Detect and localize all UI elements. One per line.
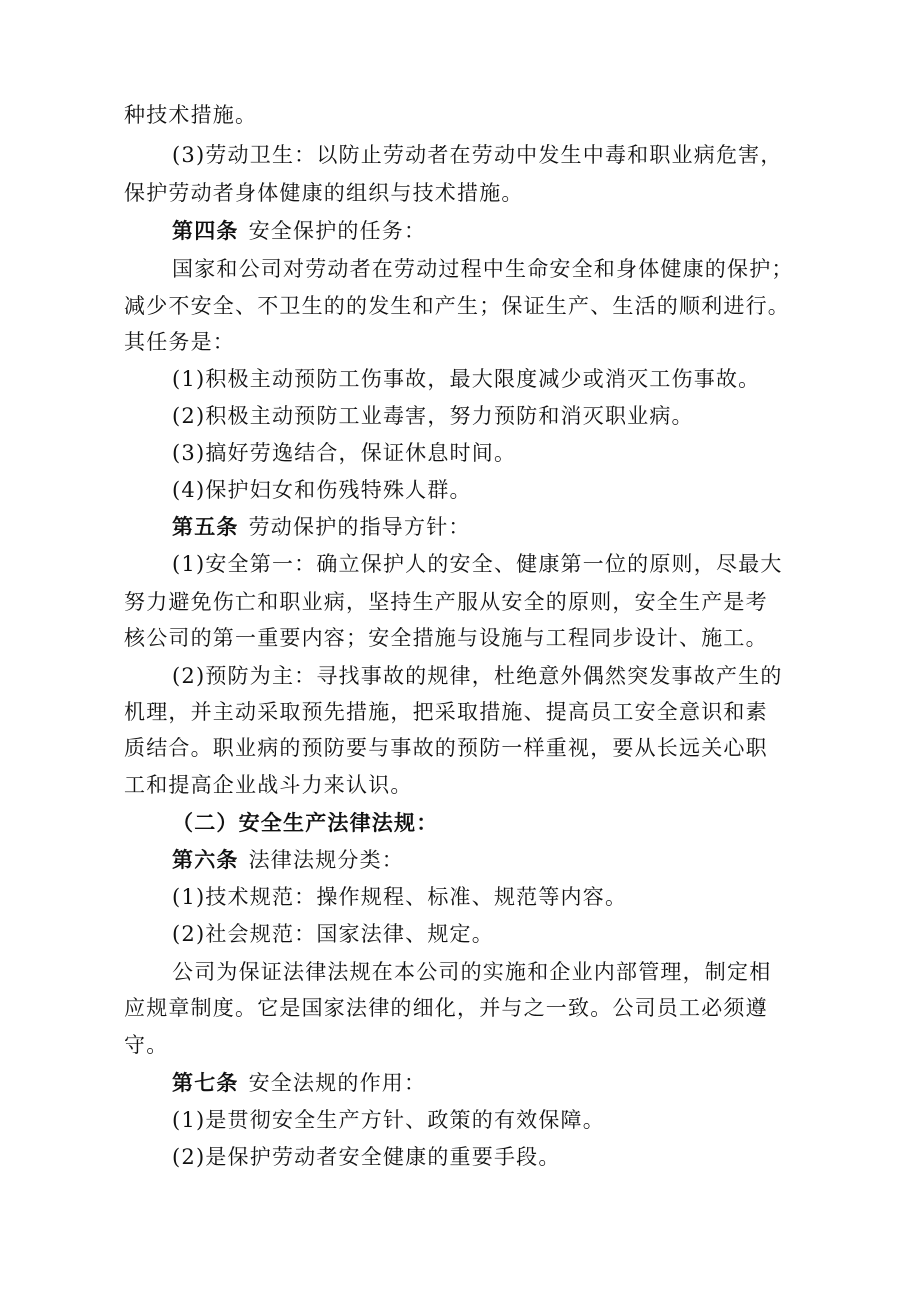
paragraph-line: 减少不安全、不卫生的的发生和产生；保证生产、生活的顺利进行。: [124, 294, 790, 318]
paragraph-line: 应规章制度。它是国家法律的细化，并与之一致。公司员工必须遵: [124, 996, 768, 1020]
article-title: 安全法规的作用：: [248, 1071, 427, 1095]
list-item: (2)积极主动预防工业毒害，努力预防和消灭职业病。: [172, 404, 694, 428]
article-heading: [172, 512, 471, 542]
paragraph-line: 守。: [124, 1033, 169, 1057]
paragraph-line: 核公司的第一重要内容；安全措施与设施与工程同步设计、施工。: [124, 626, 768, 650]
paragraph-line: 努力避免伤亡和职业病，坚持生产服从安全的原则，安全生产是考: [124, 590, 768, 614]
paragraph-line: 种技术措施。: [124, 103, 258, 127]
article-heading: [172, 216, 426, 246]
list-item: (1)是贯彻安全生产方针、政策的有效保障。: [172, 1108, 605, 1132]
article-number: 第五条: [172, 515, 239, 539]
article-number: 第六条: [172, 848, 239, 872]
paragraph-line: 保护劳动者身体健康的组织与技术措施。: [124, 181, 524, 205]
paragraph-line: (1)安全第一：确立保护人的安全、健康第一位的原则，尽最大: [172, 552, 783, 576]
list-item: (4)保护妇女和伤残特殊人群。: [172, 478, 472, 502]
list-item: (3)搞好劳逸结合，保证休息时间。: [172, 441, 517, 465]
paragraph-line: (2)预防为主：寻找事故的规律，杜绝意外偶然突发事故产生的: [172, 664, 783, 688]
section-heading: （二）安全生产法律法规：: [172, 811, 439, 835]
list-item: (2)是保护劳动者安全健康的重要手段。: [172, 1145, 561, 1169]
article-heading: [172, 1068, 426, 1098]
paragraph-line: 公司为保证法律法规在本公司的实施和企业内部管理，制定相: [172, 960, 772, 984]
article-number: 第七条: [172, 1071, 239, 1095]
paragraph-line: 工和提高企业战斗力来认识。: [124, 773, 413, 797]
article-title: 劳动保护的指导方针：: [248, 515, 471, 539]
article-number: 第四条: [172, 219, 239, 243]
paragraph-line: 其任务是：: [124, 330, 235, 354]
paragraph-line: 国家和公司对劳动者在劳动过程中生命安全和身体健康的保护；: [172, 257, 794, 281]
paragraph-line: 机理，并主动采取预先措施，把采取措施、提高员工安全意识和素: [124, 700, 768, 724]
paragraph-line: 质结合。职业病的预防要与事故的预防一样重视，要从长远关心职: [124, 736, 768, 760]
list-item: (1)技术规范：操作规程、标准、规范等内容。: [172, 885, 628, 909]
article-title: 安全保护的任务：: [248, 219, 427, 243]
article-title: 法律法规分类：: [248, 848, 405, 872]
paragraph-line: (3)劳动卫生：以防止劳动者在劳动中发生中毒和职业病危害，: [172, 143, 783, 167]
list-item: (1)积极主动预防工伤事故，最大限度减少或消灭工伤事故。: [172, 367, 761, 391]
article-heading: [172, 845, 404, 875]
list-item: (2)社会规范：国家法律、规定。: [172, 922, 494, 946]
